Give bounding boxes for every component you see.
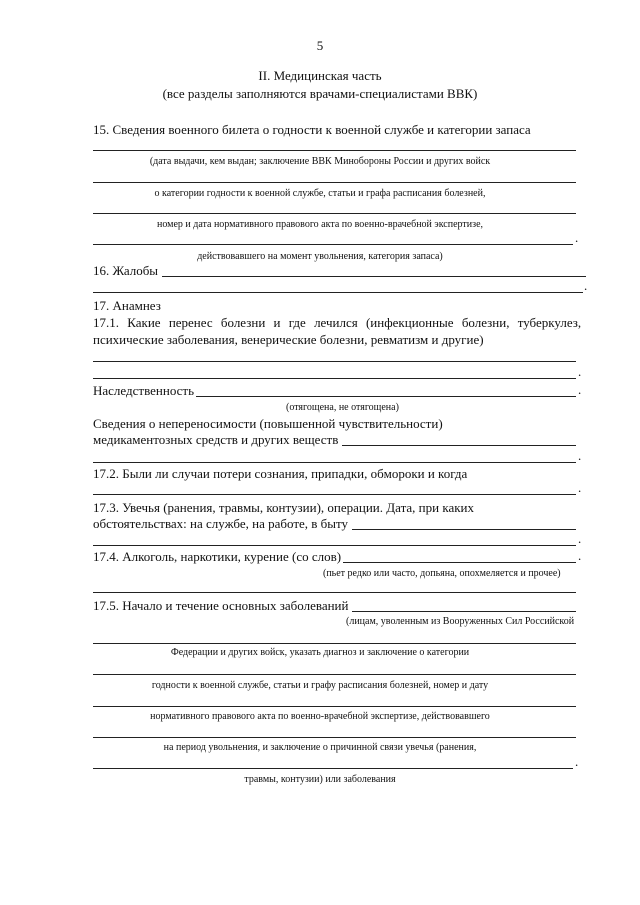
item17-5-question: 17.5. Начало и течение основных заболеваний bbox=[93, 598, 349, 613]
main-diseases-field-3[interactable] bbox=[93, 674, 576, 675]
item17-label: 17. Анамнез bbox=[93, 298, 161, 313]
period: . bbox=[575, 230, 579, 245]
item17-1-question-line2: психические заболевания, венерические болезни, ревматизм и другие) bbox=[93, 332, 484, 347]
period: . bbox=[578, 531, 582, 546]
diseases-field-1[interactable] bbox=[93, 361, 576, 362]
item16-label: 16. Жалобы bbox=[93, 263, 159, 278]
main-diseases-field-5[interactable] bbox=[93, 737, 576, 738]
item15-field-2[interactable] bbox=[93, 182, 576, 183]
period: . bbox=[575, 754, 579, 769]
item17-3-question-line2: обстоятельствах: на службе, на работе, в быту bbox=[93, 516, 349, 531]
section-title: II. Медицинская часть bbox=[258, 68, 382, 83]
heredity-label: Наследственность bbox=[93, 383, 195, 398]
complaints-field-1[interactable] bbox=[162, 276, 586, 277]
intolerance-label-line1: Сведения о непереносимости (повышенной чувствительности) bbox=[93, 416, 443, 431]
item15-hint-2: о категории годности к военной службе, статьи и графа расписания болезней, bbox=[154, 188, 486, 199]
alcohol-field-1[interactable] bbox=[343, 562, 576, 563]
item15-hint-3: номер и дата нормативного правового акта по военно-врачебной экспертизе, bbox=[156, 219, 484, 230]
item17-5-hint-3: годности к военной службе, статьи и графу расписания болезней, номер и дату bbox=[151, 680, 489, 691]
item17-5-hint-1: (лицам, уволенным из Вооруженных Сил Российской bbox=[346, 616, 575, 627]
item15-hint-1: (дата выдачи, кем выдан; заключение ВВК Минобороны России и других войск bbox=[149, 156, 491, 167]
period: . bbox=[584, 278, 588, 293]
period: . bbox=[578, 382, 582, 397]
item17-3-question-line1: 17.3. Увечья (ранения, травмы, контузии), операции. Дата, при каких bbox=[93, 500, 475, 515]
injuries-field-1[interactable] bbox=[352, 529, 576, 530]
section-subtitle: (все разделы заполняются врачами-специалистами ВВК) bbox=[162, 86, 478, 101]
item15-field-4[interactable] bbox=[93, 244, 573, 245]
fainting-field[interactable] bbox=[93, 494, 576, 495]
intolerance-field-2[interactable] bbox=[93, 462, 576, 463]
item15-field-1[interactable] bbox=[93, 150, 576, 151]
item17-2-question: 17.2. Были ли случаи потери сознания, припадки, обмороки и когда bbox=[93, 466, 468, 481]
item15-field-3[interactable] bbox=[93, 213, 576, 214]
main-diseases-field-4[interactable] bbox=[93, 706, 576, 707]
intolerance-label-line2: медикаментозных средств и других веществ bbox=[93, 432, 339, 447]
item15-hint-4: действовавшего на момент увольнения, категория запаса) bbox=[197, 251, 443, 262]
item15-label: 15. Сведения военного билета о годности к военной службе и категории запаса bbox=[93, 122, 531, 137]
alcohol-field-2[interactable] bbox=[93, 592, 576, 593]
item17-4-question: 17.4. Алкоголь, наркотики, курение (со слов) bbox=[93, 549, 342, 564]
intolerance-field-1[interactable] bbox=[342, 445, 576, 446]
period: . bbox=[578, 448, 582, 463]
item17-5-hint-5: на период увольнения, и заключение о причинной связи увечья (ранения, bbox=[163, 742, 477, 753]
item17-4-hint: (пьет редко или часто, допьяна, опохмеляется и прочее) bbox=[323, 568, 561, 579]
period: . bbox=[578, 480, 582, 495]
item17-1-question-line1: 17.1. Какие перенес болезни и где лечился (инфекционные болезни, туберкулез, bbox=[93, 315, 582, 330]
injuries-field-2[interactable] bbox=[93, 545, 576, 546]
main-diseases-field-1[interactable] bbox=[352, 611, 576, 612]
item17-5-hint-2: Федерации и других войск, указать диагноз и заключение о категории bbox=[170, 647, 470, 658]
heredity-field[interactable] bbox=[196, 396, 576, 397]
item17-5-hint-4: нормативного правового акта по военно-врачебной экспертизе, действовавшего bbox=[150, 711, 490, 722]
page-number: 5 bbox=[316, 38, 324, 53]
heredity-hint: (отягощена, не отягощена) bbox=[286, 402, 399, 413]
item17-5-hint-6: травмы, контузии) или заболевания bbox=[244, 774, 396, 785]
main-diseases-field-6[interactable] bbox=[93, 768, 573, 769]
period: . bbox=[578, 364, 582, 379]
diseases-field-2[interactable] bbox=[93, 378, 576, 379]
period: . bbox=[578, 548, 582, 563]
main-diseases-field-2[interactable] bbox=[93, 643, 576, 644]
complaints-field-2[interactable] bbox=[93, 292, 583, 293]
